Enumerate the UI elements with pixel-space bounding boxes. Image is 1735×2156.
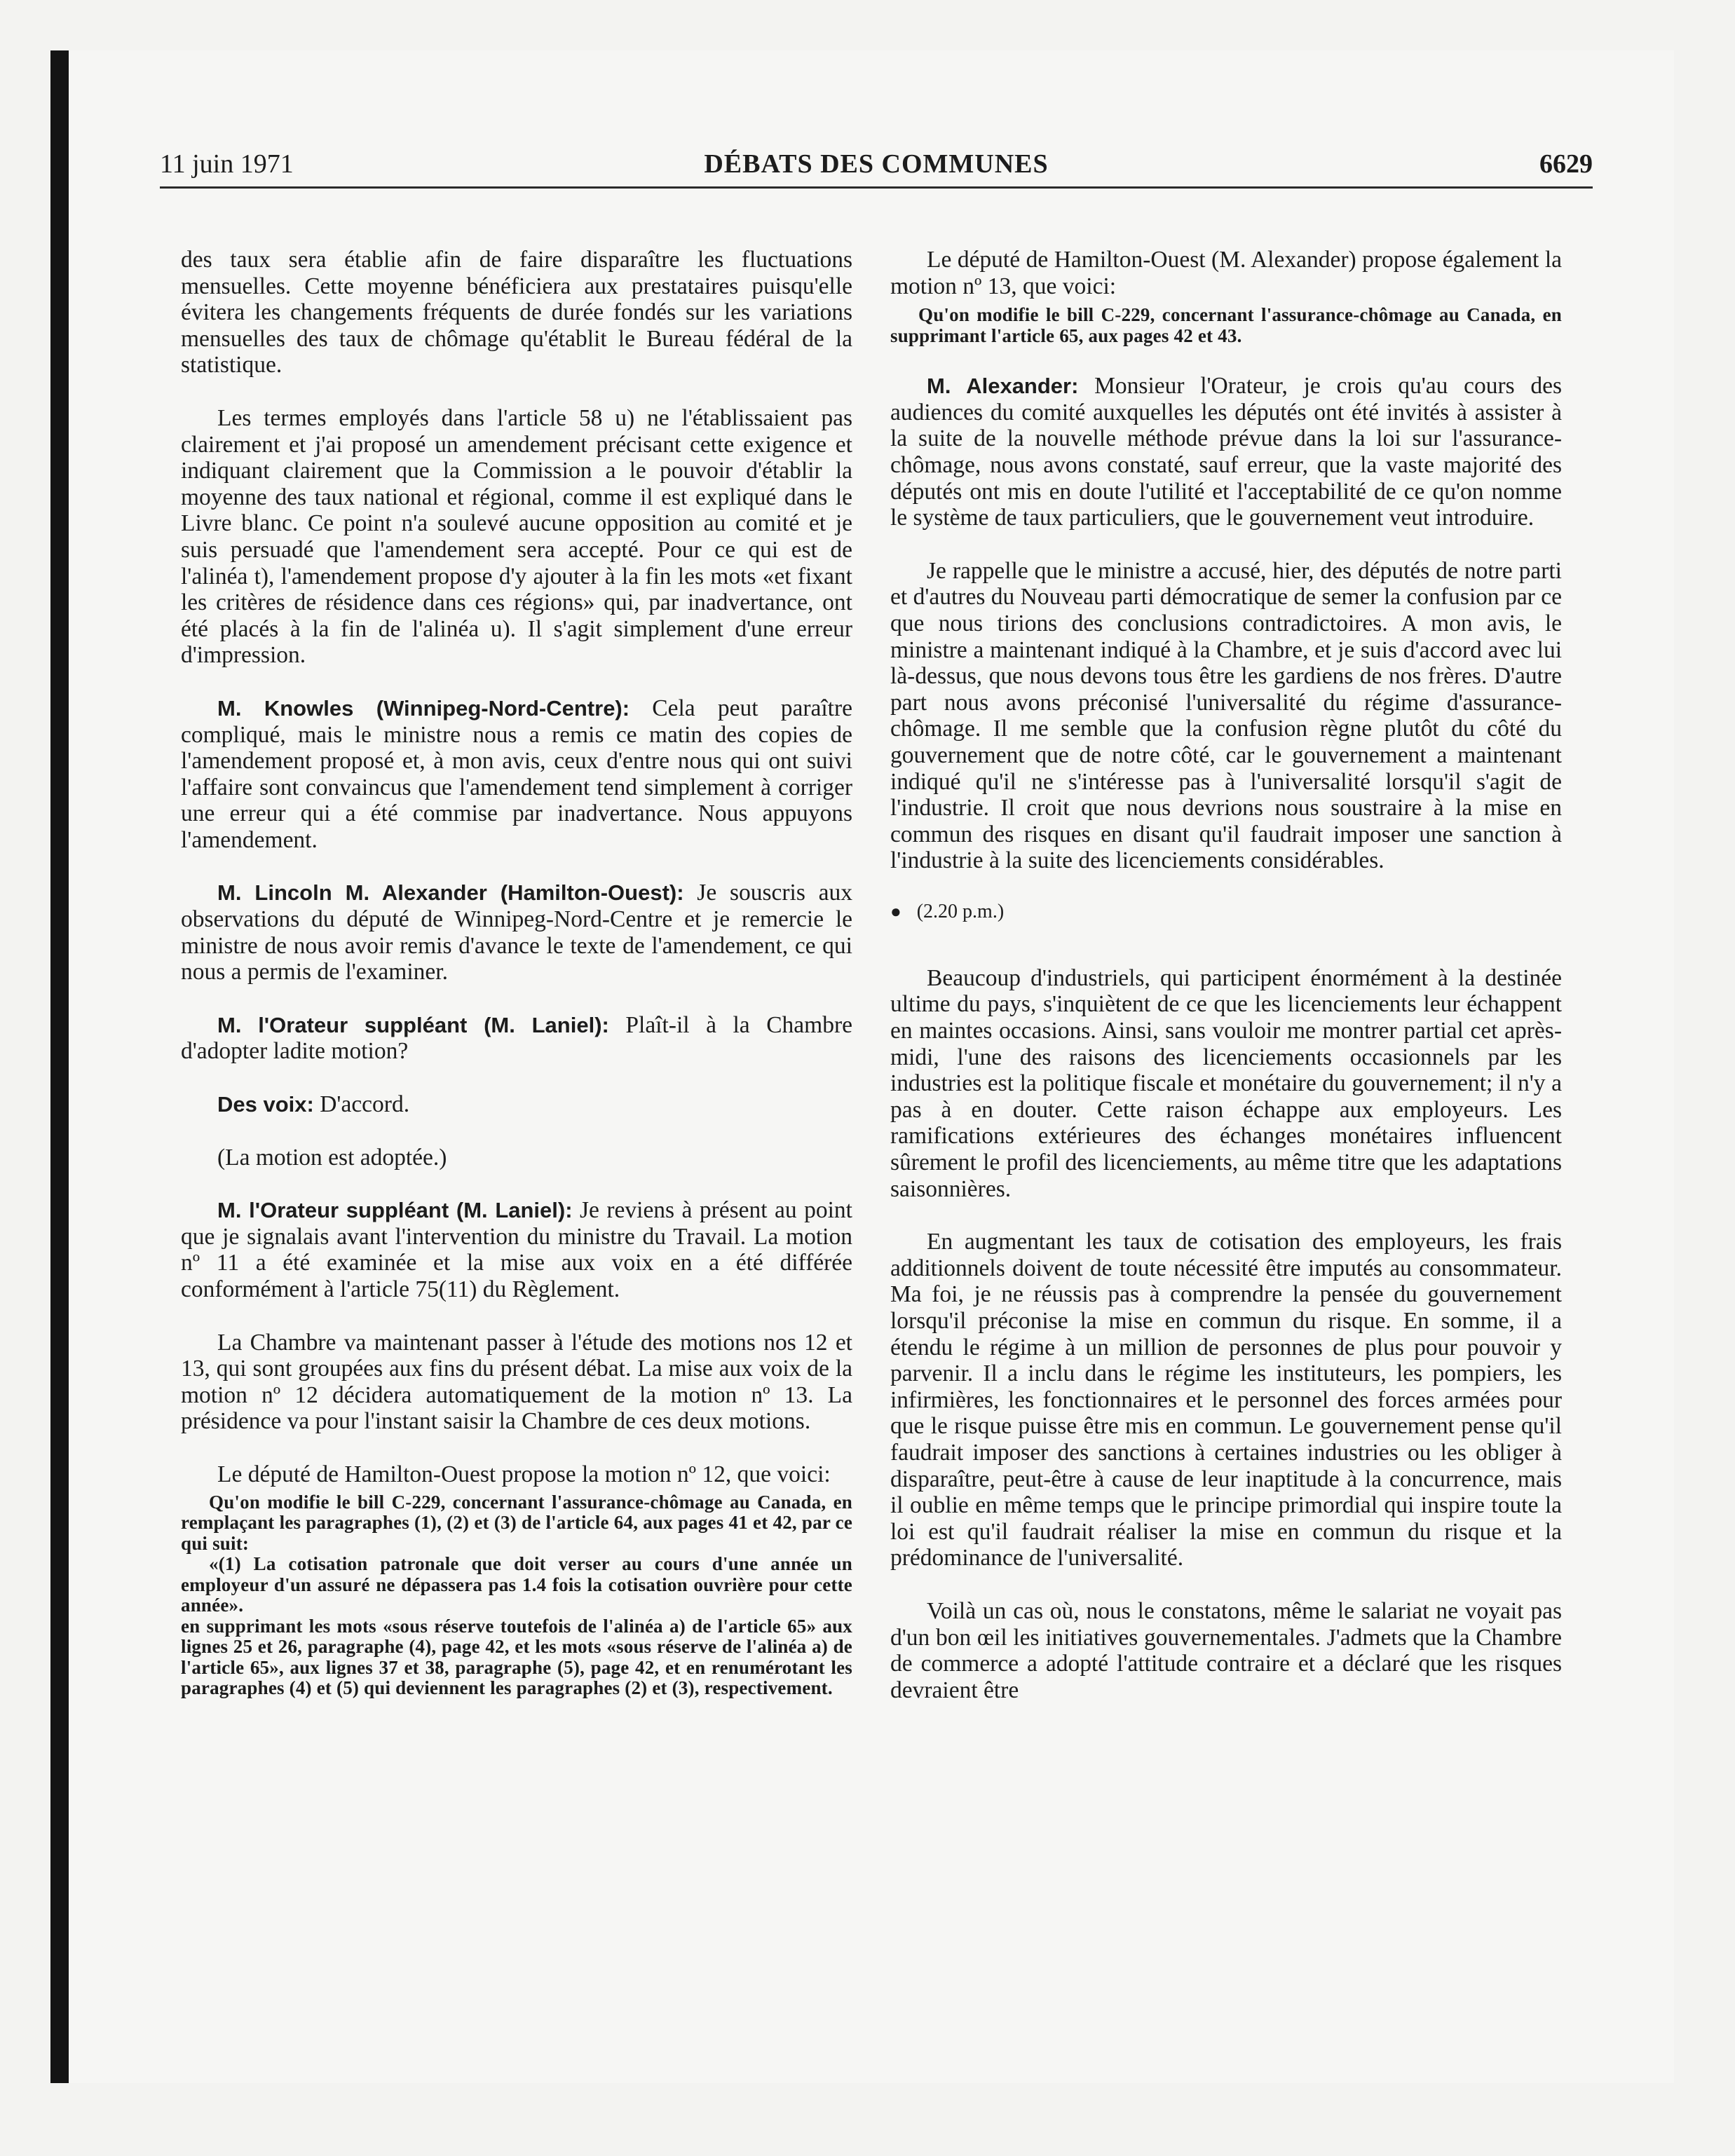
speaker-name: M. Lincoln M. Alexander (Hamilton-Ouest): [217,880,684,906]
header-date: 11 juin 1971 [160,149,294,179]
paragraph: des taux sera établie afin de faire disparaître les fluctuations mensuelles. Cette moyenne bénéficiera aux prestataires puisqu'elle évitera les changements fréquents de durée fondés sur les variations mensuelles des taux de chômage qu'établit le Bureau fédéral de la statistique. [181,247,852,378]
motion-paragraph: en supprimant les mots «sous réserve toutefois de l'alinéa a) de l'article 65» aux lignes 25 et 26, paragraphe (4), page 42, et les mots «sous réserve de l'alinéa a) de l'article 65», aux lignes 37 et 38, paragraphe (5), page 42, et en renumérotant les paragraphes (4) et (5) qui deviennent les paragraphes (2) et (3), respectivement. [181,1615,852,1699]
left-column [181,247,852,1699]
paragraph: Le député de Hamilton-Ouest (M. Alexander) propose également la motion nº 13, que voici: [890,247,1562,299]
bullet-icon: ● [890,901,901,922]
speaker-name: M. Knowles (Winnipeg-Nord-Centre): [217,695,630,721]
paragraph: Beaucoup d'industriels, qui participent énormément à la destinée ultime du pays, s'inquiètent de ce que les licenciements leur échappent en maintes occasions. Ainsi, sans vouloir me montrer partial cet après-midi, l'une des raisons des licenciements occasionnels par les industries est la politique fiscale et monétaire du gouvernement; il n'y a pas à en douter. Cette raison échappe aux employeurs. Les ramifications extérieures des échanges monétaires influencent sûrement le profil des licenciements, au même titre que les adaptations saisonnières. [890,964,1562,1202]
speaker-name: M. l'Orateur suppléant (M. Laniel): [217,1012,609,1037]
speech [181,695,852,854]
speech [181,1091,852,1118]
paragraph: Je rappelle que le ministre a accusé, hier, des députés de notre parti et d'autres du Nouveau parti démocratique de semer la confusion par ce que nous tirions des conclusions contradictoires. A mon avis, le ministre a maintenant indiqué à la Chambre, et je suis d'accord avec lui là-dessus, que nous devons tous être les gardiens de nos frères. D'autre part nous avons préconisé l'universalité du régime d'assurance-chômage. Il me semble que la confusion règne plutôt du côté du gouvernement que de notre côté, car le gouvernement a maintenant indiqué qu'il ne s'intéresse pas à l'universalité lorsqu'il s'agit de l'industrie. Il croit que nous devrions nous soustraire à la mise en commun des risques en disant qu'il faudrait imposer une sanction à l'industrie à la suite des licenciements considérables. [890,557,1562,874]
right-column [890,247,1562,1703]
speech [181,1012,852,1065]
speaker-name: M. Alexander: [927,374,1079,399]
time-label: (2.20 p.m.) [916,900,1005,922]
speech [181,1197,852,1302]
page-header [160,144,1593,189]
paragraph: La Chambre va maintenant passer à l'étude des motions nos 12 et 13, qui sont groupées aux fins du présent débat. La mise aux voix de la motion nº 12 décidera automatiquement de la motion nº 13. La présidence va pour l'instant saisir la Chambre de ces deux motions. [181,1329,852,1435]
paragraph: Les termes employés dans l'article 58 u) ne l'établissaient pas clairement et j'ai proposé un amendement précisant cette exigence et indiquant clairement que la Commission a le pouvoir d'établir la moyenne des taux national et régional, comme il est expliqué dans le Livre blanc. Ce point n'a soulevé aucune opposition au comité et je suis persuadé que l'amendement sera accepté. Pour ce qui est de l'alinéa t), l'amendement propose d'y ajouter à la fin les mots «et fixant les critères de résidence dans ces régions» qui, par inadvertance, ont été placés à la fin de l'alinéa u). Il s'agit simplement d'une erreur d'impression. [181,404,852,669]
speech-text: D'accord. [320,1091,410,1118]
speech-text: Plaît-il à la Chambre d'adopter ladite motion? [181,1011,852,1065]
speaker-name: Des voix: [217,1092,314,1117]
paragraph: Voilà un cas où, nous le constatons, même le salariat ne voyait pas d'un bon œil les initiatives gouvernementales. J'admets que la Chambre de commerce a adopté l'attitude contraire et a déclaré que les risques devraient être [890,1597,1562,1703]
stage-direction: (La motion est adoptée.) [217,1144,447,1171]
speech-text: Cela peut paraître compliqué, mais le ministre nous a remis ce matin des copies de l'amendement proposé et, à mon avis, ceux d'entre nous qui ont suivi l'affaire sont convaincus que l'amendement tend simplement à corriger une erreur qui a été commise par inadvertance. Nous appuyons l'amendement. [181,695,852,853]
speech [890,373,1562,531]
motion-paragraph: Qu'on modifie le bill C-229, concernant l'assurance-chômage au Canada, en supprimant l'article 65, aux pages 42 et 43. [890,304,1562,346]
speaker-name: M. l'Orateur suppléant (M. Laniel): [217,1198,573,1223]
speech [181,880,852,985]
scan-border [50,50,69,2083]
header-title: DÉBATS DES COMMUNES [704,149,1049,179]
paragraph: En augmentant les taux de cotisation des employeurs, les frais additionnels doivent de toute nécessité être imputés au consommateur. Ma foi, je ne réussis pas à comprendre la pensée du gouvernement lorsqu'il préconise la mise en commun du risque. En somme, il a étendu le régime à un million de personnes de plus pour pouvoir y parvenir. Il a inclu dans le régime les instituteurs, les pompiers, les infirmières, les fonctionnaires et le personnel des forces armées pour que le risque puisse être mis en commun. Le gouvernement pense qu'il faudrait imposer des sanctions à certaines industries ou les obliger à disparaître, peut-être à cause de leur inaptitude à la concurrence, mais il oublie en même temps que le principe primordial qui inspire toute la loi est qu'il faudrait réaliser la mise en commun du risque et la prédominance de l'universalité. [890,1229,1562,1571]
motion-paragraph: «(1) La cotisation patronale que doit verser au cours d'une année un employeur d'un assuré ne dépassera pas 1.4 fois la cotisation ouvrière pour cette année». [181,1553,852,1616]
speech-text: Je reviens à présent au point que je signalais avant l'intervention du ministre du Travail. La motion nº 11 a été examinée et la mise aux voix en a été différée conformément à l'article 75(11) du Règlement. [181,1197,852,1302]
motion-paragraph: Qu'on modifie le bill C-229, concernant l'assurance-chômage au Canada, en remplaçant les paragraphes (1), (2) et (3) de l'article 64, aux pages 41 et 42, par ce qui suit: [181,1491,852,1554]
paragraph: Le député de Hamilton-Ouest propose la motion nº 12, que voici: [217,1461,831,1487]
motion-text [181,1492,852,1699]
time-marker [890,901,1562,923]
speech-text: Monsieur l'Orateur, je crois qu'au cours des audiences du comité auxquelles les députés ont été invités à assister à la suite de la nouvelle méthode prévue dans la loi sur l'assurance-chômage, nous avons constaté, sauf erreur, que la vaste majorité des députés ont mis en doute l'utilité et l'acceptabilité de ce qu'on nomme le système de taux particuliers, que le gouvernement veut introduire. [890,373,1562,531]
speech-text: Je souscris aux observations du député de Winnipeg-Nord-Centre et je remercie le ministre de nous avoir remis d'avance le texte de l'amendement, ce qui nous a permis de l'examiner. [181,880,853,985]
page-number: 6629 [1539,149,1593,179]
